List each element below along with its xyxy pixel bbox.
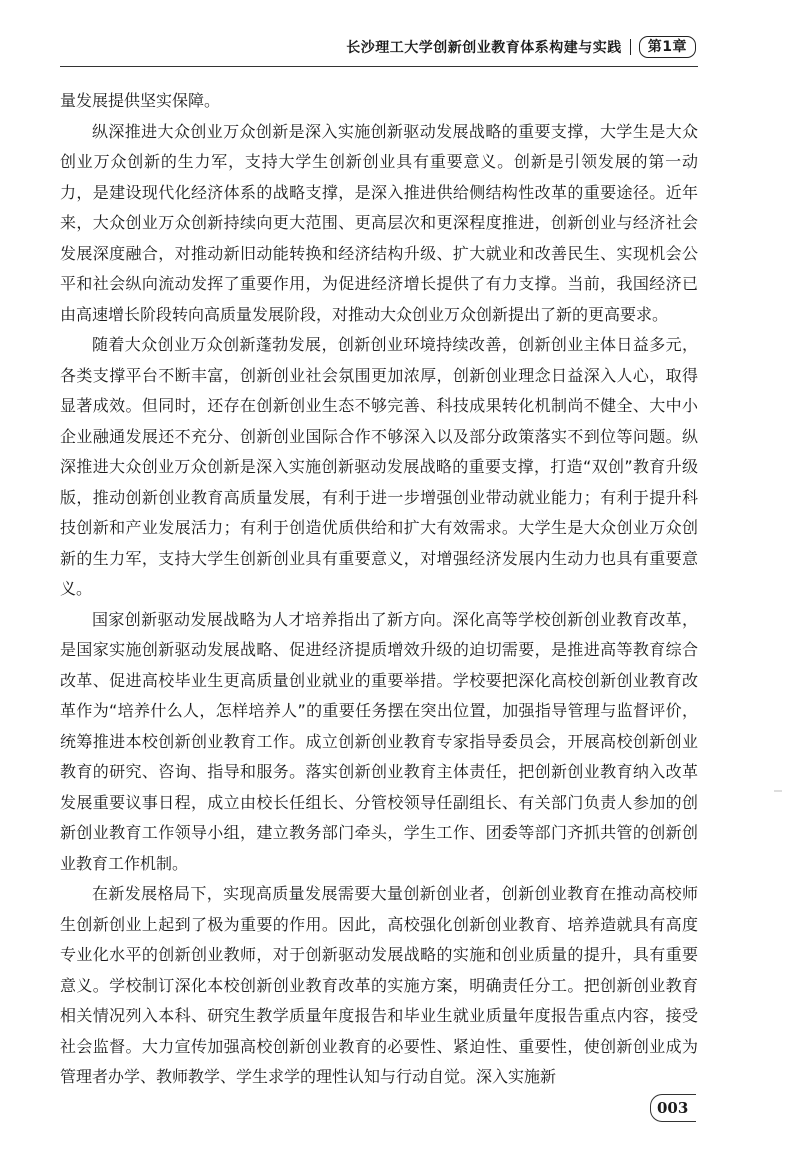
paragraph-5: 在新发展格局下，实现高质量发展需要大量创新创业者，创新创业教育在推动高校师生创新创业上起到了极为重要的作用。因此，高校强化创新创业教育、培养造就具有高度专业化水平的创新创业教师，对于创新驱动发展战略的实施和创业质量的提升，具有重要意义。学校制订深化本校创新创业教育改革的实施方案，明确责任分工。把创新创业教育相关情况列入本科、研究生教学质量年度报告和毕业生就业质量年度报告重点内容，接受社会监督。大力宣传加强高校创新创业教育的必要性、紧迫性、重要性，使创新创业成为管理者办学、教师教学、学生求学的理性认知与行动自觉。深入实施新 (60, 884, 698, 1086)
page-number: 003 (650, 1094, 696, 1122)
body-text (60, 86, 698, 1093)
paragraph-1: 量发展提供坚实保障。 (60, 91, 221, 110)
header-separator (630, 39, 631, 55)
edge-mark (774, 790, 782, 792)
header-rule (60, 66, 698, 67)
chapter-badge: 第1章 (639, 36, 696, 58)
paragraph-3: 随着大众创业万众创新蓬勃发展，创新创业环境持续改善，创新创业主体日益多元，各类支撑平台不断丰富，创新创业社会氛围更加浓厚，创新创业理念日益深入人心，取得显著成效。但同时，还存在创新创业生态不够完善、科技成果转化机制尚不健全、大中小企业融通发展还不充分、创新创业国际合作不够深入以及部分政策落实不到位等问题。纵深推进大众创业万众创新是深入实施创新驱动发展战略的重要支撑，打造“双创”教育升级版，推动创新创业教育高质量发展，有利于进一步增强创业带动就业能力；有利于提升科技创新和产业发展活力；有利于创造优质供给和扩大有效需求。大学生是大众创业万众创新的生力军，支持大学生创新创业具有重要意义，对增强经济发展内生动力也具有重要意义。 (60, 335, 698, 598)
book-title: 长沙理工大学创新创业教育体系构建与实践 (346, 40, 622, 56)
running-header (346, 36, 696, 58)
paragraph-4: 国家创新驱动发展战略为人才培养指出了新方向。深化高等学校创新创业教育改革，是国家实施创新驱动发展战略、促进经济提质增效升级的迫切需要，是推进高等教育综合改革、促进高校毕业生更高质量创业就业的重要举措。学校要把深化高校创新创业教育改革作为“培养什么人，怎样培养人”的重要任务摆在突出位置，加强指导管理与监督评价，统筹推进本校创新创业教育工作。成立创新创业教育专家指导委员会，开展高校创新创业教育的研究、咨询、指导和服务。落实创新创业教育主体责任，把创新创业教育纳入改革发展重要议事日程，成立由校长任组长、分管校领导任副组长、有关部门负责人参加的创新创业教育工作领导小组，建立教务部门牵头，学生工作、团委等部门齐抓共管的创新创业教育工作机制。 (60, 609, 698, 873)
paragraph-2: 纵深推进大众创业万众创新是深入实施创新驱动发展战略的重要支撑，大学生是大众创业万众创新的生力军，支持大学生创新创业具有重要意义。创新是引领发展的第一动力，是建设现代化经济体系的战略支撑，是深入推进供给侧结构性改革的重要途径。近年来，大众创业万众创新持续向更大范围、更高层次和更深程度推进，创新创业与经济社会发展深度融合，对推动新旧动能转换和经济结构升级、扩大就业和改善民生、实现机会公平和社会纵向流动发挥了重要作用，为促进经济增长提供了有力支撑。当前，我国经济已由高速增长阶段转向高质量发展阶段，对推动大众创业万众创新提出了新的更高要求。 (60, 121, 698, 324)
